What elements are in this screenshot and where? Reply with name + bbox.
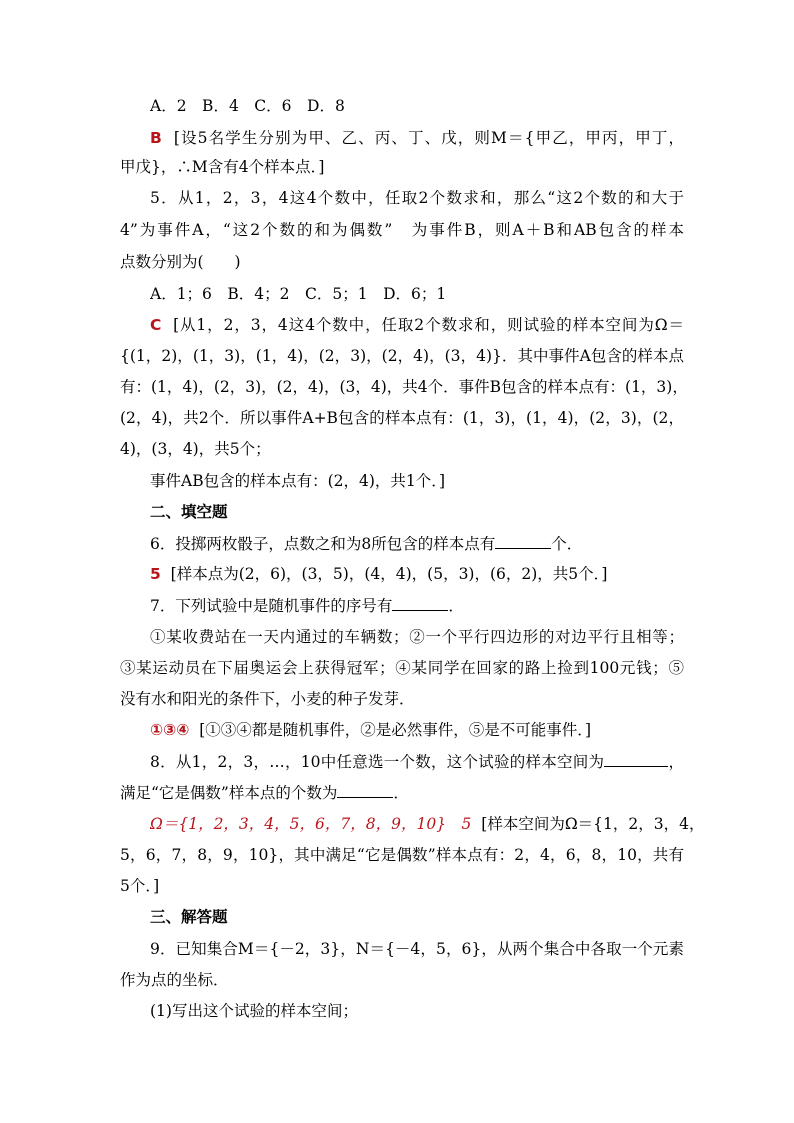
q5-stem: 5．从1，2，3，4这4个数中，任取2个数求和，那么“这2个数的和大于: [150, 189, 684, 207]
q9-stem: 9．已知集合M＝{－2，3}，N＝{－4，5，6}，从两个集合中各取一个元素: [150, 940, 684, 958]
q5-options: A．1；6 B．4；2 C．5；1 D．6；1: [150, 285, 447, 303]
q5-answer-line: C [从1，2，3，4这4个数中，任取2个数求和，则试验的样本空间为Ω＝: [150, 316, 684, 334]
q5-answer-cont5: 事件AB包含的样本点有：(2，4)，共1个．]: [150, 472, 446, 490]
q8-stem-cont: 满足“它是偶数”样本点的个数为 ．: [120, 781, 684, 803]
q6-answer-line: 5 [样本点为(2，6)，(3，5)，(4，4)，(5，3)，(6，2)，共5个．]: [150, 565, 608, 583]
q4-answer-cont: 甲戊}，∴M含有4个样本点．]: [120, 158, 325, 176]
q8-answer-line: Ω＝{1，2，3，4，5，6，7，8，9，10} 5 [样本空间为Ω＝{1，2，3，4，: [150, 815, 705, 833]
section-heading-fill: 二、填空题: [150, 503, 228, 521]
q5-answer-cont2: 有：(1，4)，(2，3)，(2，4)，(3，4)，共4个．事件B包含的样本点有：(1，3)，: [120, 378, 688, 396]
q4-answer-line: B [设5名学生分别为甲、乙、丙、丁、戊，则M＝{甲乙，甲丙，甲丁，: [150, 129, 684, 147]
answer-letter: B: [150, 129, 162, 147]
q8-stem: 8．从1，2，3，…，10中任意选一个数，这个试验的样本空间为 ，: [150, 750, 684, 772]
q7-items-cont: ③某运动员在下届奥运会上获得冠军；④某同学在回家的路上捡到100元钱；⑤: [120, 659, 684, 677]
q7-items-cont2: 没有水和阳光的条件下，小麦的种子发芽．: [120, 690, 415, 708]
q5-stem-cont2: 点数分别为( ): [120, 253, 241, 271]
answer-blank: [337, 781, 393, 798]
q5-answer-cont4: 4)，(3，4)，共5个；: [120, 440, 271, 458]
q6-stem: 6．投掷两枚骰子，点数之和为8所包含的样本点有 个．: [150, 532, 684, 554]
q5-stem-cont: 4”为事件A，“这2个数的和为偶数” 为事件B，则A＋B和AB包含的样本: [120, 221, 684, 239]
q7-answer-line: ①③④ [①③④都是随机事件，②是必然事件，⑤是不可能事件．]: [150, 721, 592, 739]
q7-items: ①某收费站在一天内通过的车辆数；②一个平行四边形的对边平行且相等；: [150, 628, 684, 646]
q9-stem-cont: 作为点的坐标．: [120, 971, 229, 989]
answer-blank: [392, 594, 448, 611]
answer-value: Ω＝{1，2，3，4，5，6，7，8，9，10} 5: [150, 815, 472, 833]
q9-part1: (1)写出这个试验的样本空间；: [150, 1002, 358, 1020]
section-heading-solve: 三、解答题: [150, 908, 228, 926]
q4-options: A．2 B．4 C．6 D．8: [150, 97, 345, 115]
q8-answer-cont: 5，6，7，8，9，10}，其中满足“它是偶数”样本点有：2，4，6，8，10，共有: [120, 846, 684, 864]
answer-value: ①③④: [150, 721, 190, 739]
q8-answer-cont2: 5个．]: [120, 877, 160, 895]
answer-letter: C: [150, 316, 162, 334]
answer-value: 5: [150, 565, 161, 583]
q7-stem: 7．下列试验中是随机事件的序号有 ．: [150, 594, 684, 616]
q5-answer-cont3: (2，4)，共2个．所以事件A+B包含的样本点有：(1，3)，(1，4)，(2，3)，(2，: [120, 409, 684, 427]
answer-blank: [604, 750, 668, 767]
answer-blank: [495, 532, 551, 549]
q5-answer-cont: {(1，2)，(1，3)，(1，4)，(2，3)，(2，4)，(3，4)}．其中事件A包含的样本点: [120, 347, 684, 365]
